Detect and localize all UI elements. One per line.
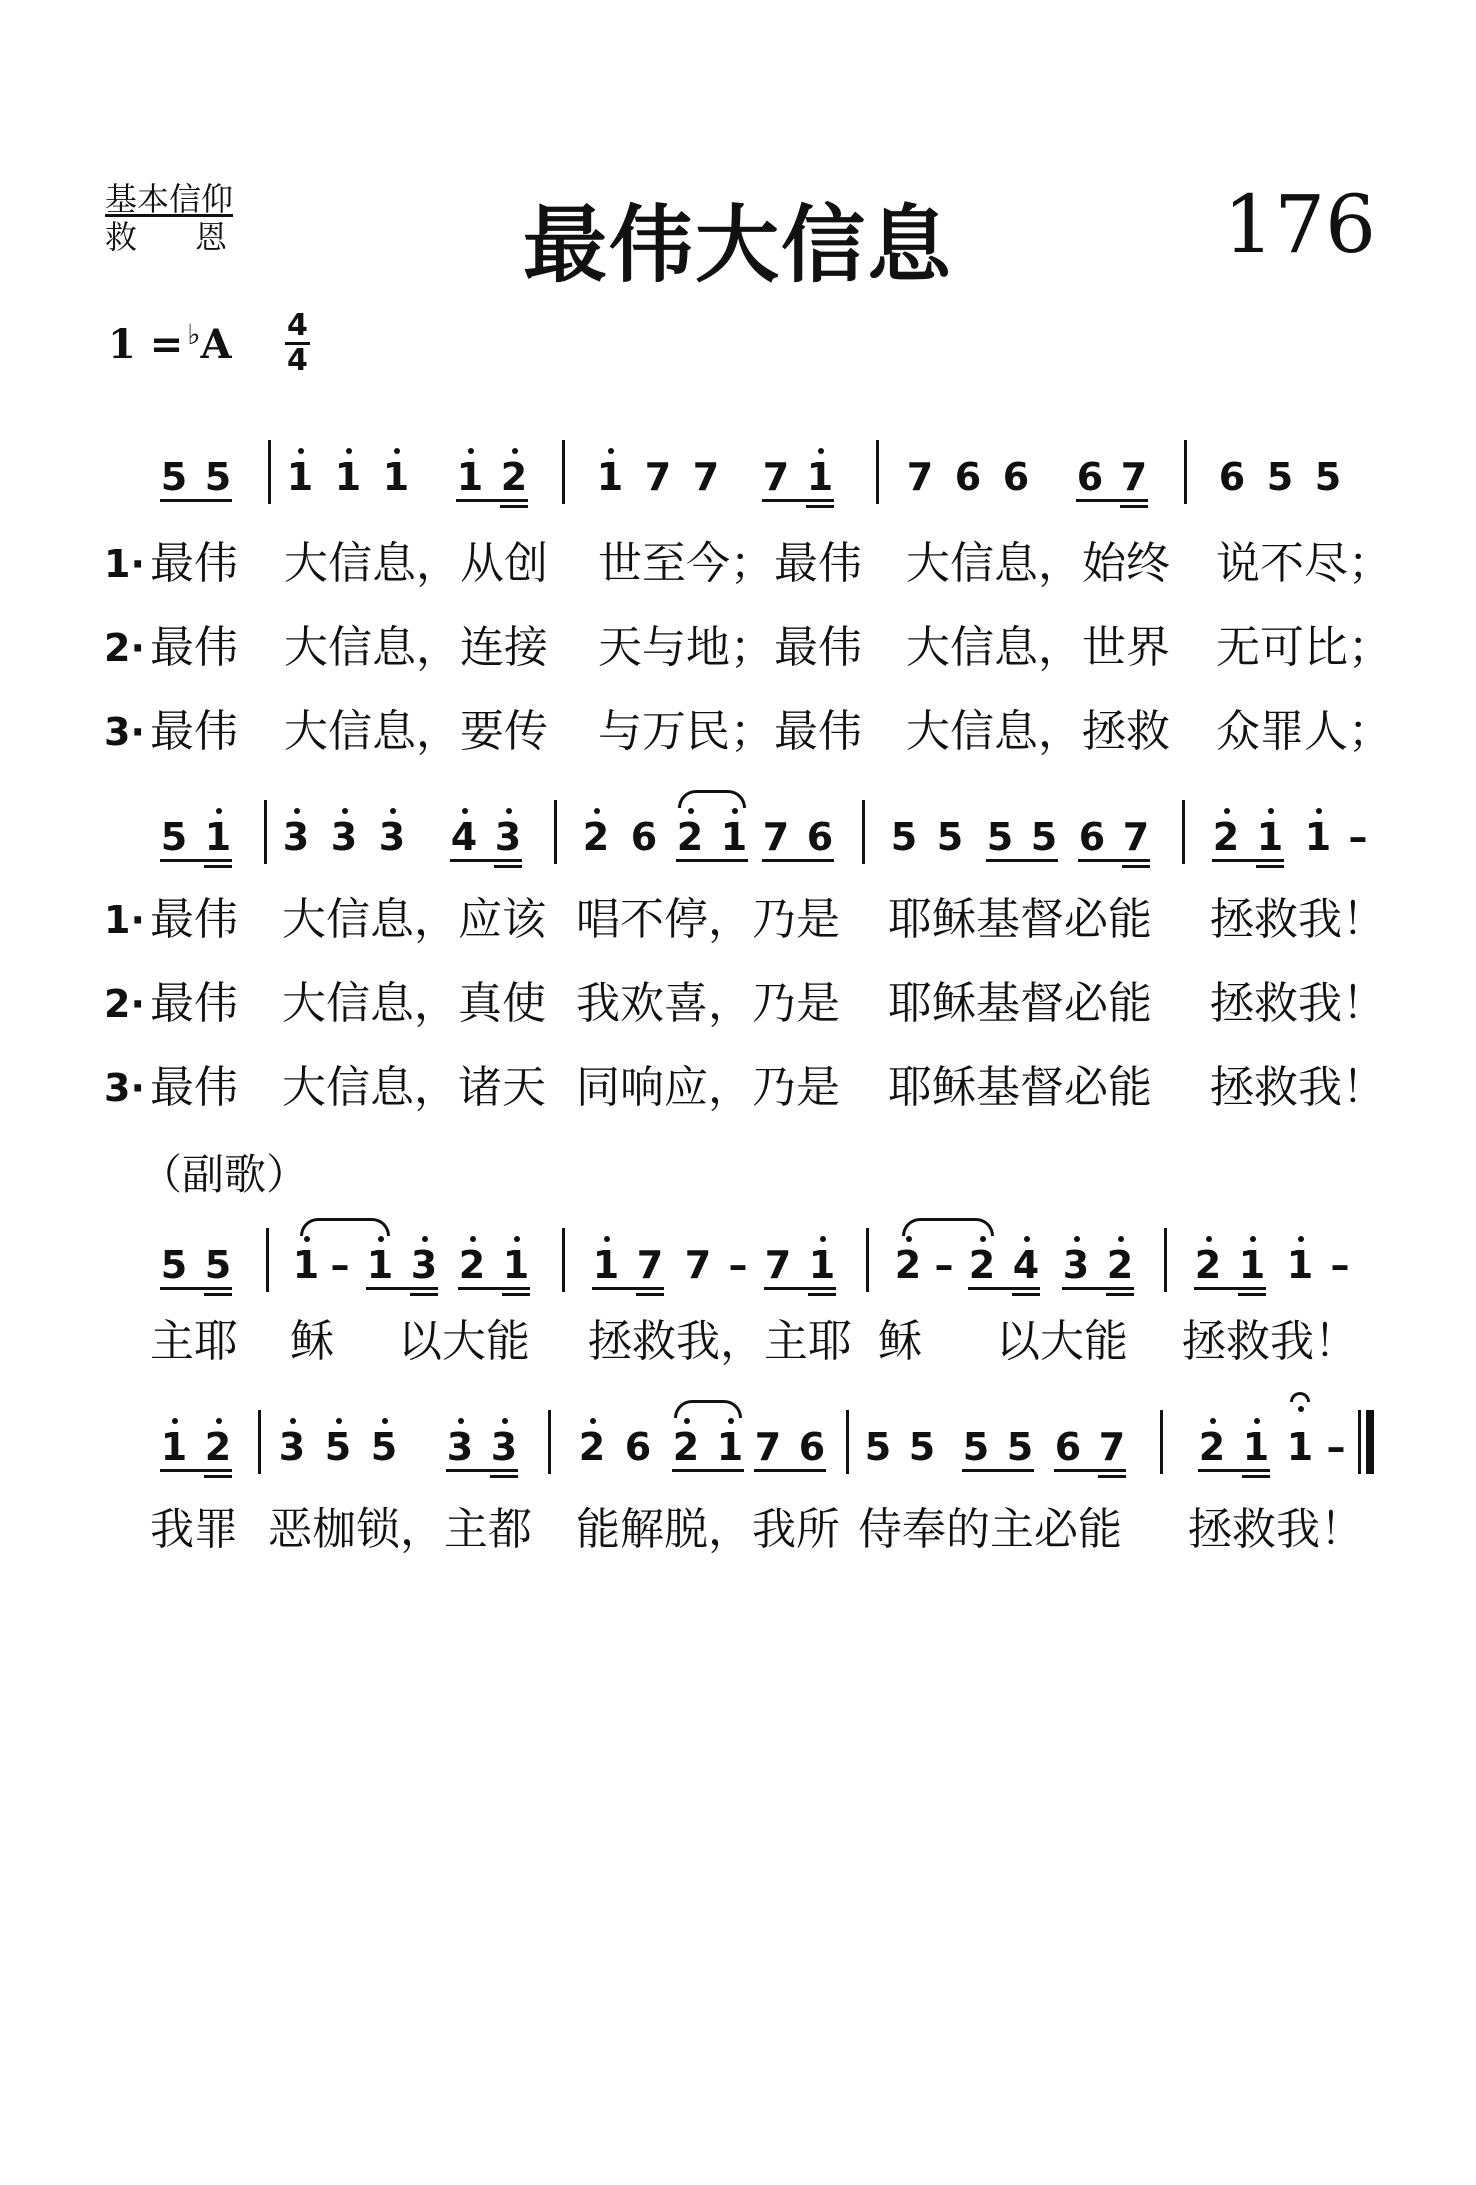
- note: 1: [382, 455, 410, 499]
- beam-underline: [1078, 859, 1150, 862]
- lyric: 我罪: [150, 1504, 238, 1555]
- hymn-number: 176: [1223, 178, 1376, 271]
- chorus-label: （副歌）: [140, 1150, 309, 1199]
- lyric: 拯救我！: [1210, 894, 1386, 945]
- category-main: 基本信仰: [105, 180, 234, 218]
- lyric: 大信息，真使: [282, 978, 546, 1029]
- note: 7: [762, 815, 790, 859]
- verse-number: 3·: [104, 710, 145, 754]
- note: 5: [986, 815, 1014, 859]
- barline: [1182, 800, 1185, 864]
- lyric: 耶稣基督必能: [888, 1062, 1152, 1113]
- note: 5: [1266, 455, 1294, 499]
- dash: –: [1330, 1243, 1350, 1287]
- note: 1: [1238, 1243, 1266, 1287]
- beam-underline: [1062, 1287, 1134, 1290]
- beam-underline: [592, 1287, 664, 1290]
- note: 7: [684, 1243, 712, 1287]
- lyric: 恶枷锁，主都: [268, 1504, 532, 1555]
- barline: [876, 440, 879, 504]
- key-note: A: [200, 321, 232, 368]
- note: 3: [494, 815, 522, 859]
- barline: [1358, 1410, 1361, 1474]
- time-top: 4: [287, 308, 308, 343]
- note: 2: [1106, 1243, 1134, 1287]
- beam-underline: [962, 1469, 1034, 1472]
- lyric: 拯救我！: [1182, 1316, 1358, 1367]
- barline: [562, 440, 565, 504]
- lyric: 最伟: [150, 622, 238, 673]
- note: 7: [1098, 1425, 1126, 1469]
- note: 2: [1212, 815, 1240, 859]
- note: 1: [366, 1243, 394, 1287]
- barline: [562, 1228, 565, 1292]
- note: 5: [204, 1243, 232, 1287]
- beam-underline: [1194, 1287, 1266, 1290]
- dash: –: [728, 1243, 748, 1287]
- beam-underline: [1256, 865, 1284, 868]
- beam-underline: [764, 1287, 836, 1290]
- lyric: 我欢喜，乃是: [576, 978, 840, 1029]
- beam-underline: [456, 499, 528, 502]
- lyric: 主耶: [150, 1316, 238, 1367]
- note: 4: [1012, 1243, 1040, 1287]
- note: 5: [1006, 1425, 1034, 1469]
- note: 5: [908, 1425, 936, 1469]
- lyric: 大信息，从创: [284, 538, 548, 589]
- beam-underline: [754, 1469, 826, 1472]
- barline: [266, 1228, 269, 1292]
- lyric: 众罪人；: [1216, 706, 1392, 757]
- beam-underline: [160, 1469, 232, 1472]
- lyric: 大信息，应该: [282, 894, 546, 945]
- lyric-line-v1-s1: [0, 534, 1476, 594]
- lyric: 世至今；最伟: [598, 538, 862, 589]
- note: 6: [1002, 455, 1030, 499]
- note: 3: [330, 815, 358, 859]
- lyric: 无可比；: [1216, 622, 1392, 673]
- beam-underline: [1198, 1469, 1270, 1472]
- dash: –: [1348, 815, 1368, 859]
- beam-underline: [490, 1475, 518, 1478]
- note: 2: [204, 1425, 232, 1469]
- lyric: 侍奉的主必能: [858, 1504, 1122, 1555]
- note: 1: [204, 815, 232, 859]
- note: 3: [410, 1243, 438, 1287]
- barline: [1184, 440, 1187, 504]
- beam-underline: [204, 1293, 232, 1296]
- lyric: 稣: [290, 1316, 334, 1367]
- note: 6: [624, 1425, 652, 1469]
- beam-underline: [806, 505, 834, 508]
- beam-underline: [494, 865, 522, 868]
- note: 1: [592, 1243, 620, 1287]
- note: 2: [676, 815, 704, 859]
- lyric: 最伟: [150, 538, 238, 589]
- lyric: 拯救我！: [1188, 1504, 1364, 1555]
- note: 5: [160, 455, 188, 499]
- note: 2: [672, 1425, 700, 1469]
- fermata-note: 1: [1286, 1425, 1314, 1469]
- beam-underline: [204, 1475, 232, 1478]
- slur: [678, 790, 746, 808]
- note: 2: [500, 455, 528, 499]
- lyric: 耶稣基督必能: [888, 894, 1152, 945]
- beam-underline: [204, 865, 232, 868]
- lyric: 天与地；最伟: [598, 622, 862, 673]
- lyric: 最伟: [150, 706, 238, 757]
- tie: [902, 1218, 994, 1236]
- barline: [554, 800, 557, 864]
- category-sub: 救恩: [105, 218, 286, 256]
- note: 7: [644, 455, 672, 499]
- verse-number: 1·: [104, 898, 145, 942]
- note: 5: [204, 455, 232, 499]
- note: 2: [894, 1243, 922, 1287]
- barline: [548, 1410, 551, 1474]
- note: 5: [1030, 815, 1058, 859]
- note: 1: [160, 1425, 188, 1469]
- lyric-line-v3-s1: [0, 702, 1476, 762]
- note: 5: [370, 1425, 398, 1469]
- hymn-title: 最伟大信息: [522, 196, 953, 294]
- barline: [866, 1228, 869, 1292]
- note: 5: [160, 1243, 188, 1287]
- lyric: 以大能: [398, 1316, 530, 1367]
- notation-line-4: [0, 1400, 1476, 1480]
- lyric: 大信息，拯救: [906, 706, 1170, 757]
- beam-underline: [1106, 1293, 1134, 1296]
- lyric: 最伟: [150, 978, 238, 1029]
- note: 5: [324, 1425, 352, 1469]
- lyric: 耶稣基督必能: [888, 978, 1152, 1029]
- note: 1: [292, 1243, 320, 1287]
- key-signature: [108, 318, 232, 368]
- note: 1: [1286, 1243, 1314, 1287]
- dash: –: [1326, 1425, 1346, 1469]
- note: 3: [490, 1425, 518, 1469]
- note: 6: [798, 1425, 826, 1469]
- lyric: 同响应，乃是: [576, 1062, 840, 1113]
- lyric-line-chorus-1: [0, 1312, 1476, 1372]
- barline: [268, 440, 271, 504]
- barline: [258, 1410, 261, 1474]
- note: 1: [334, 455, 362, 499]
- final-barline: [1366, 1410, 1374, 1474]
- note: 2: [582, 815, 610, 859]
- note: 6: [954, 455, 982, 499]
- note: 7: [1122, 815, 1150, 859]
- note: 6: [806, 815, 834, 859]
- beam-underline: [1120, 505, 1148, 508]
- beam-underline: [446, 1469, 518, 1472]
- note: 7: [906, 455, 934, 499]
- lyric: 大信息，诸天: [282, 1062, 546, 1113]
- note: 3: [278, 1425, 306, 1469]
- beam-underline: [808, 1293, 836, 1296]
- beam-underline: [672, 1469, 744, 1472]
- beam-underline: [1238, 1293, 1266, 1296]
- barline: [846, 1410, 849, 1474]
- note: 5: [936, 815, 964, 859]
- note: 2: [1198, 1425, 1226, 1469]
- note: 7: [754, 1425, 782, 1469]
- note: 5: [890, 815, 918, 859]
- beam-underline: [1098, 1475, 1126, 1478]
- beam-underline: [502, 1293, 530, 1296]
- lyric-line-v2-s2: [0, 974, 1476, 1034]
- lyric: 拯救我！: [1210, 1062, 1386, 1113]
- beam-underline: [1054, 1469, 1126, 1472]
- note: 3: [1062, 1243, 1090, 1287]
- beam-underline: [762, 859, 834, 862]
- note: 7: [762, 455, 790, 499]
- beam-underline: [1012, 1293, 1040, 1296]
- note: 1: [808, 1243, 836, 1287]
- notation-line-1: [0, 430, 1476, 510]
- note: 6: [1218, 455, 1246, 499]
- beam-underline: [1122, 865, 1150, 868]
- note: 1: [456, 455, 484, 499]
- lyric: 大信息，连接: [284, 622, 548, 673]
- lyric: 能解脱，我所: [576, 1504, 840, 1555]
- note: 7: [692, 455, 720, 499]
- note: 5: [962, 1425, 990, 1469]
- barline: [1160, 1410, 1163, 1474]
- note: 1: [286, 455, 314, 499]
- lyric: 大信息，始终: [906, 538, 1170, 589]
- lyric-line-v3-s2: [0, 1058, 1476, 1118]
- note: 3: [282, 815, 310, 859]
- beam-underline: [1242, 1475, 1270, 1478]
- note: 7: [636, 1243, 664, 1287]
- note: 3: [446, 1425, 474, 1469]
- note: 1: [1304, 815, 1332, 859]
- note: 1: [596, 455, 624, 499]
- key-prefix: 1 =: [108, 321, 184, 368]
- barline: [264, 800, 267, 864]
- verse-number: 1·: [104, 542, 145, 586]
- lyric: 唱不停，乃是: [576, 894, 840, 945]
- lyric: 大信息，世界: [906, 622, 1170, 673]
- dash: –: [330, 1243, 350, 1287]
- note: 5: [1314, 455, 1342, 499]
- flat-sign: ♭: [187, 318, 201, 351]
- barline: [1164, 1228, 1167, 1292]
- note: 1: [1256, 815, 1284, 859]
- time-bottom: 4: [287, 343, 308, 378]
- note: 2: [1194, 1243, 1222, 1287]
- note: 7: [1120, 455, 1148, 499]
- beam-underline: [160, 1287, 232, 1290]
- note: 1: [502, 1243, 530, 1287]
- note: 1: [1242, 1425, 1270, 1469]
- beam-underline: [500, 505, 528, 508]
- beam-underline: [458, 1287, 530, 1290]
- dash: –: [934, 1243, 954, 1287]
- beam-underline: [160, 499, 232, 502]
- beam-underline: [986, 859, 1058, 862]
- time-signature: [285, 310, 310, 377]
- beam-underline: [450, 859, 522, 862]
- lyric: 最伟: [150, 894, 238, 945]
- beam-underline: [1212, 859, 1284, 862]
- note: 1: [720, 815, 748, 859]
- note: 2: [458, 1243, 486, 1287]
- beam-underline: [1076, 499, 1148, 502]
- note: 2: [968, 1243, 996, 1287]
- tie: [300, 1218, 390, 1236]
- note: 5: [160, 815, 188, 859]
- note: 6: [1054, 1425, 1082, 1469]
- note: 3: [378, 815, 406, 859]
- note: 7: [764, 1243, 792, 1287]
- note: 4: [450, 815, 478, 859]
- lyric: 大信息，要传: [284, 706, 548, 757]
- note: 1: [716, 1425, 744, 1469]
- beam-underline: [410, 1293, 438, 1296]
- beam-underline: [762, 499, 834, 502]
- lyric-line-v1-s2: [0, 890, 1476, 950]
- notation-line-3: [0, 1218, 1476, 1298]
- note: 1: [806, 455, 834, 499]
- note: 5: [864, 1425, 892, 1469]
- beam-underline: [160, 859, 232, 862]
- lyric: 稣: [878, 1316, 922, 1367]
- verse-number: 3·: [104, 1066, 145, 1110]
- verse-number: 2·: [104, 982, 145, 1026]
- note: 6: [630, 815, 658, 859]
- beam-underline: [968, 1287, 1040, 1290]
- lyric: 拯救我！: [1210, 978, 1386, 1029]
- lyric-line-v2-s1: [0, 618, 1476, 678]
- notation-line-2: [0, 790, 1476, 870]
- lyric: 以大能: [996, 1316, 1128, 1367]
- barline: [862, 800, 865, 864]
- beam-underline: [636, 1293, 664, 1296]
- beam-underline: [366, 1287, 438, 1290]
- lyric: 拯救我，主耶: [588, 1316, 852, 1367]
- lyric: 说不尽；: [1216, 538, 1392, 589]
- note: 6: [1076, 455, 1104, 499]
- lyric: 与万民；最伟: [598, 706, 862, 757]
- slur: [674, 1400, 742, 1418]
- lyric: 最伟: [150, 1062, 238, 1113]
- beam-underline: [676, 859, 748, 862]
- note: 6: [1078, 815, 1106, 859]
- lyric-line-chorus-2: [0, 1500, 1476, 1560]
- verse-number: 2·: [104, 626, 145, 670]
- note: 2: [578, 1425, 606, 1469]
